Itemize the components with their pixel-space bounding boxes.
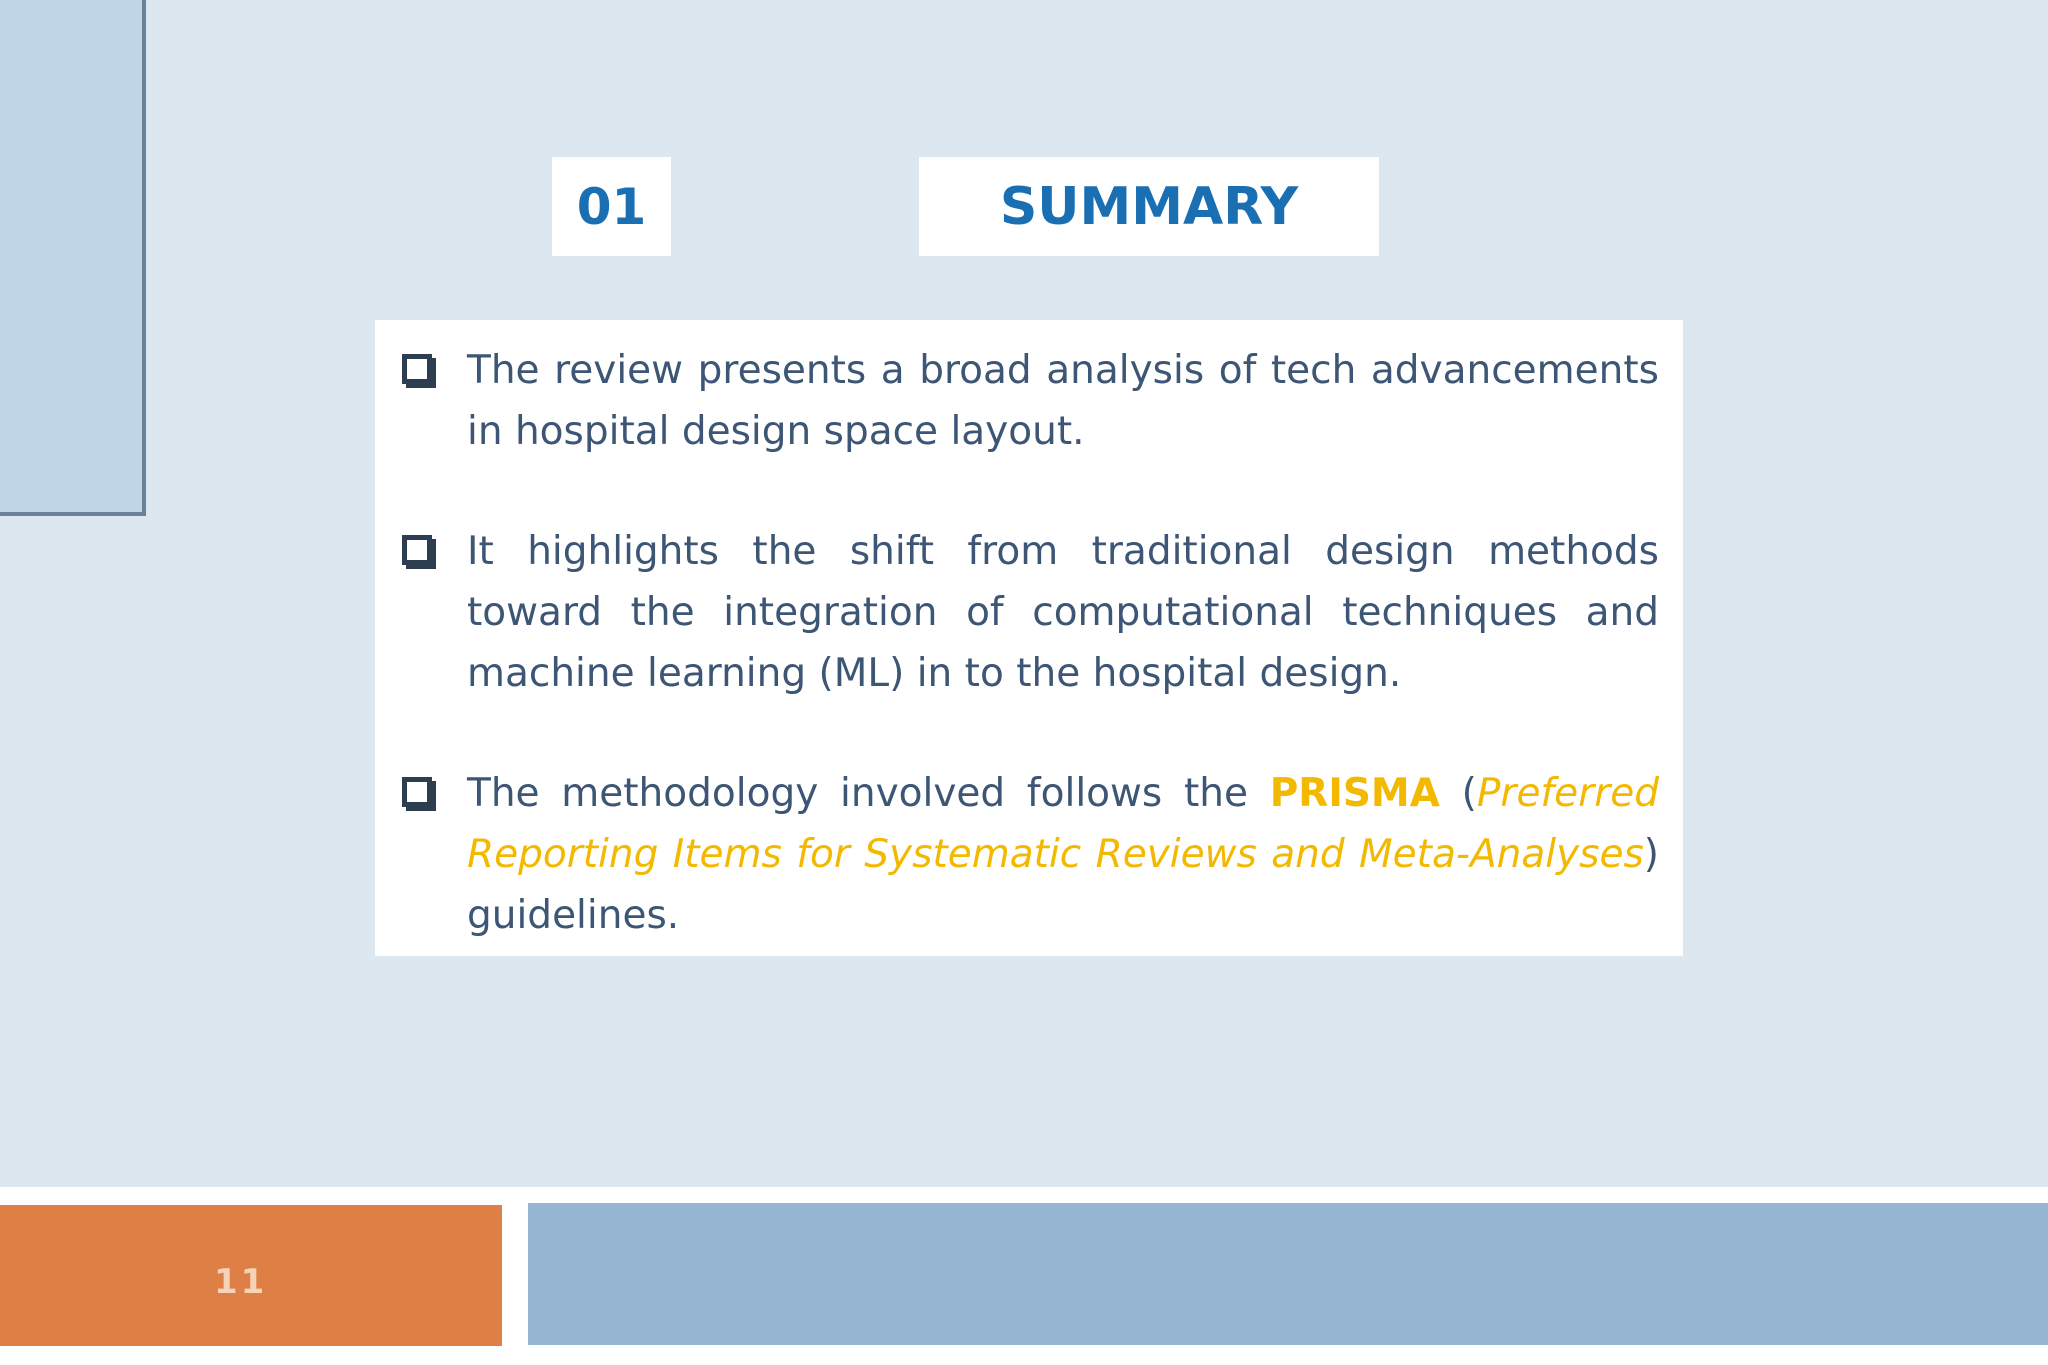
checkbox-icon [402, 535, 432, 565]
bullet-text [467, 521, 1659, 704]
footer-bar [528, 1203, 2048, 1345]
bullet-text-part: The review presents a broad analysis of tech advancements in hospital design space layout. [467, 348, 1659, 454]
bullet-item [402, 763, 1659, 946]
bullet-text-part: It highlights the shift from traditional design methods toward the integration of computational techniques and machine learning (ML) in to the hospital design. [467, 529, 1659, 696]
side-tab-decoration [0, 0, 146, 516]
title-box [919, 157, 1379, 256]
bullet-text-part: The methodology involved follows the [467, 771, 1270, 816]
bullet-text [467, 763, 1659, 946]
bullet-item [402, 340, 1659, 462]
prisma-expansion: Preferred Reporting Items for Systematic Reviews and Meta-Analyses [467, 771, 1659, 877]
bullet-item [402, 521, 1659, 704]
prisma-highlight: PRISMA [1269, 771, 1440, 816]
checkbox-icon [402, 354, 432, 384]
section-number: 01 [576, 177, 647, 236]
slide-title: SUMMARY [999, 176, 1299, 237]
bullet-text-part: ) guidelines. [467, 832, 1659, 938]
checkbox-icon [402, 777, 432, 807]
content-box [375, 320, 1683, 956]
page-number: 11 [214, 1262, 268, 1302]
section-number-box [552, 157, 671, 256]
bullet-text [467, 340, 1659, 462]
bullet-text-part: ( [1439, 771, 1477, 816]
